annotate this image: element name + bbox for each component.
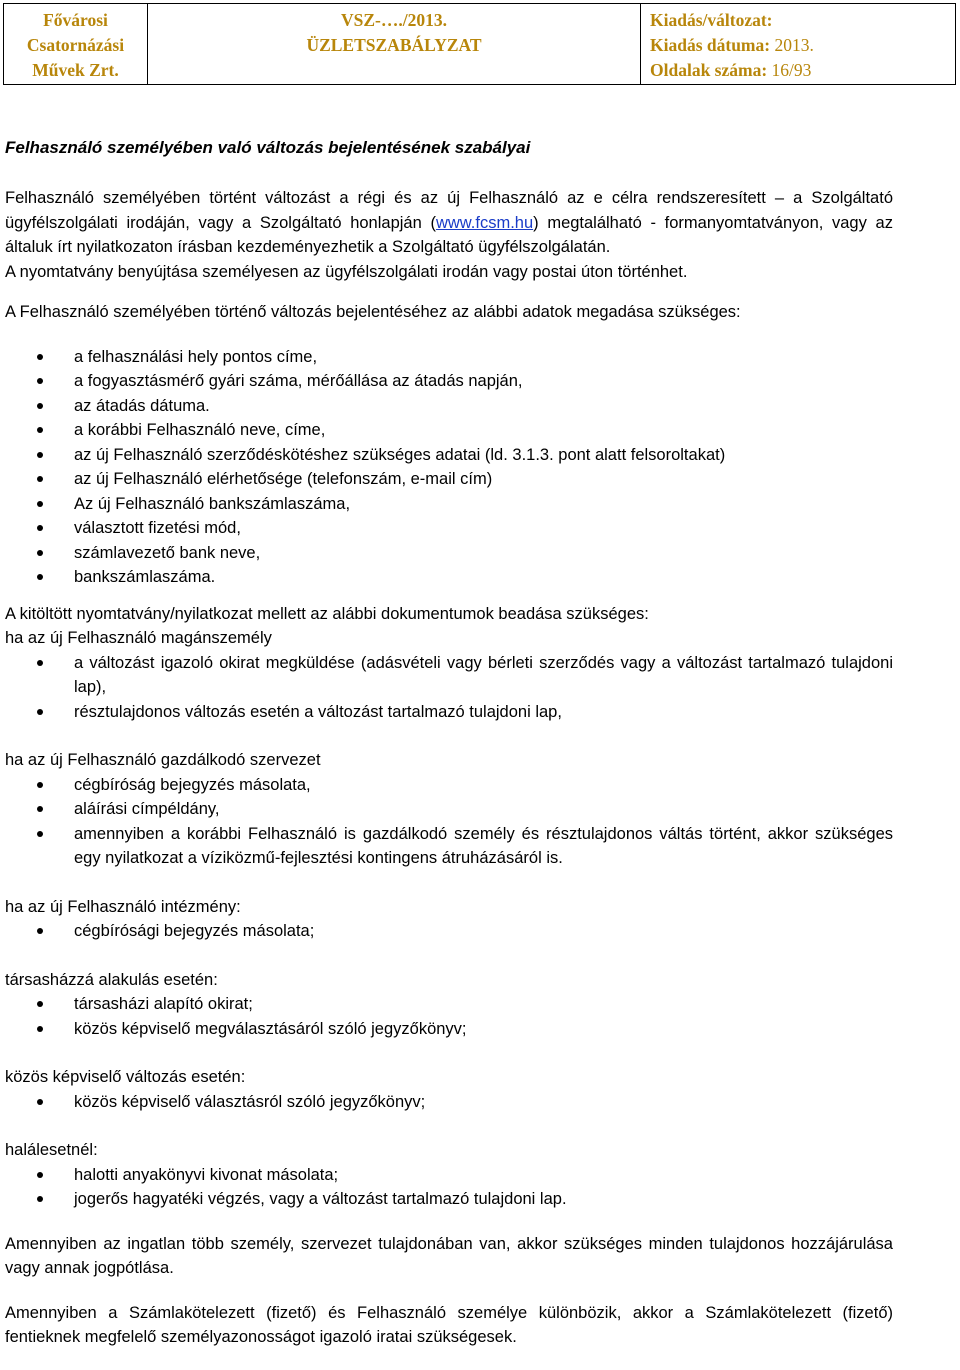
page-count <box>650 58 955 83</box>
list-item: közös képviselő választásról szóló jegyzőkönyv; <box>5 1090 893 1115</box>
intro-text-before-link: Felhasználó személyében történt változást a régi és az új Felhasználó az e célra rendszeresített – a Szolgáltató ügyfélszolgálati irodáján, vagy a Szolgáltató honlapján ( <box>5 189 893 232</box>
business-heading: ha az új Felhasználó gazdálkodó szervezet <box>5 751 321 769</box>
intro-paragraph <box>5 186 893 260</box>
list-item: társasházi alapító okirat; <box>5 992 893 1017</box>
company-line-1: Fővárosi <box>43 10 108 30</box>
list-item: aláírási címpéldány, <box>5 797 893 822</box>
private-person-list <box>5 651 893 725</box>
list-item: az új Felhasználó elérhetősége (telefonszám, e-mail cím) <box>5 467 893 492</box>
list-item: cégbíróság bejegyzés másolata, <box>5 773 893 798</box>
page-count-label: Oldalak száma: <box>650 60 768 80</box>
submission-note: A nyomtatvány benyújtása személyesen az ügyfélszolgálati irodán vagy postai úton történhet. <box>5 262 688 281</box>
multi-owner-paragraph: Amennyiben az ingatlan több személy, szervezet tulajdonában van, akkor szükséges minden tulajdonos hozzájárulása vagy annak jogpótlása. <box>5 1234 893 1277</box>
list-item: közös képviselő megválasztásáról szóló jegyzőkönyv; <box>5 1017 893 1042</box>
document-header <box>3 3 956 85</box>
condominium-heading: társasházzá alakulás esetén: <box>5 970 218 989</box>
list-item: bankszámlaszáma. <box>5 565 893 590</box>
business-list <box>5 773 893 871</box>
document-code: VSZ-…./2013. <box>341 10 447 30</box>
list-item: választott fizetési mód, <box>5 516 893 541</box>
company-name-cell <box>4 4 148 85</box>
intro-text-after-link: ) megtalálható - formanyomtatványon, vagy az általuk írt nyilatkozaton írásban kezdeményezhetik a Szolgáltató ügyfélszolgálatán. <box>5 213 893 256</box>
section-title: Felhasználó személyében való változás bejelentésének szabályai <box>5 138 531 157</box>
list-item: cégbírósági bejegyzés másolata; <box>5 919 893 944</box>
company-line-3: Művek Zrt. <box>32 60 119 80</box>
list-item: számlavezető bank neve, <box>5 541 893 566</box>
data-requirements-list <box>5 345 893 590</box>
documents-intro: A kitöltött nyomtatvány/nyilatkozat mellett az alábbi dokumentumok beadása szükséges: <box>5 604 649 623</box>
company-line-2: Csatornázási <box>26 35 125 55</box>
death-case-list <box>5 1163 893 1212</box>
list-item: jogerős hagyatéki végzés, vagy a változást tartalmazó tulajdoni lap. <box>5 1187 893 1212</box>
death-case-heading: halálesetnél: <box>5 1141 98 1159</box>
document-title: ÜZLETSZABÁLYZAT <box>306 35 482 55</box>
document-body <box>5 138 893 1350</box>
private-person-heading: ha az új Felhasználó magánszemély <box>5 629 272 647</box>
edition-date-value: 2013. <box>774 35 814 55</box>
edition-info-cell <box>641 4 956 85</box>
document-id-cell <box>148 4 641 85</box>
list-item: a fogyasztásmérő gyári száma, mérőállása az átadás napján, <box>5 369 893 394</box>
website-link[interactable]: www.fcsm.hu <box>435 213 534 232</box>
list-item: a korábbi Felhasználó neve, címe, <box>5 418 893 443</box>
representative-change-heading: közös képviselő változás esetén: <box>5 1068 246 1086</box>
list-item: amennyiben a korábbi Felhasználó is gazdálkodó személy és résztulajdonos váltás történt, akkor szükséges egy nyilatkozat a víziközmű-fejlesztési kontingens átruházásáról is. <box>5 822 893 871</box>
list-item: a változást igazoló okirat megküldése (adásvételi vagy bérleti szerződés vagy a változást tartalmazó tulajdoni lap), <box>5 651 893 700</box>
institution-list <box>5 919 893 944</box>
condominium-list <box>5 992 893 1041</box>
payer-paragraph: Amennyiben a Számlakötelezett (fizető) és Felhasználó személye különbözik, akkor a Számlakötelezett (fizető) fentieknek megfelelő személyazonosságot igazoló iratai szükségesek. <box>5 1303 893 1346</box>
list-item: az átadás dátuma. <box>5 394 893 419</box>
data-requirements-intro: A Felhasználó személyében történő változás bejelentéséhez az alábbi adatok megadása szükséges: <box>5 303 741 321</box>
list-item: résztulajdonos változás esetén a változást tartalmazó tulajdoni lap, <box>5 700 893 725</box>
edition-date <box>650 33 955 58</box>
list-item: az új Felhasználó szerződéskötéshez szükséges adatai (ld. 3.1.3. pont alatt felsoroltakat) <box>5 443 893 468</box>
representative-change-list <box>5 1090 893 1115</box>
institution-heading: ha az új Felhasználó intézmény: <box>5 897 241 916</box>
edition-date-label: Kiadás dátuma: <box>650 35 771 55</box>
page-count-value: 16/93 <box>771 60 812 80</box>
list-item: Az új Felhasználó bankszámlaszáma, <box>5 492 893 517</box>
list-item: a felhasználási hely pontos címe, <box>5 345 893 370</box>
list-item: halotti anyakönyvi kivonat másolata; <box>5 1163 893 1188</box>
edition-label: Kiadás/változat: <box>650 10 773 30</box>
